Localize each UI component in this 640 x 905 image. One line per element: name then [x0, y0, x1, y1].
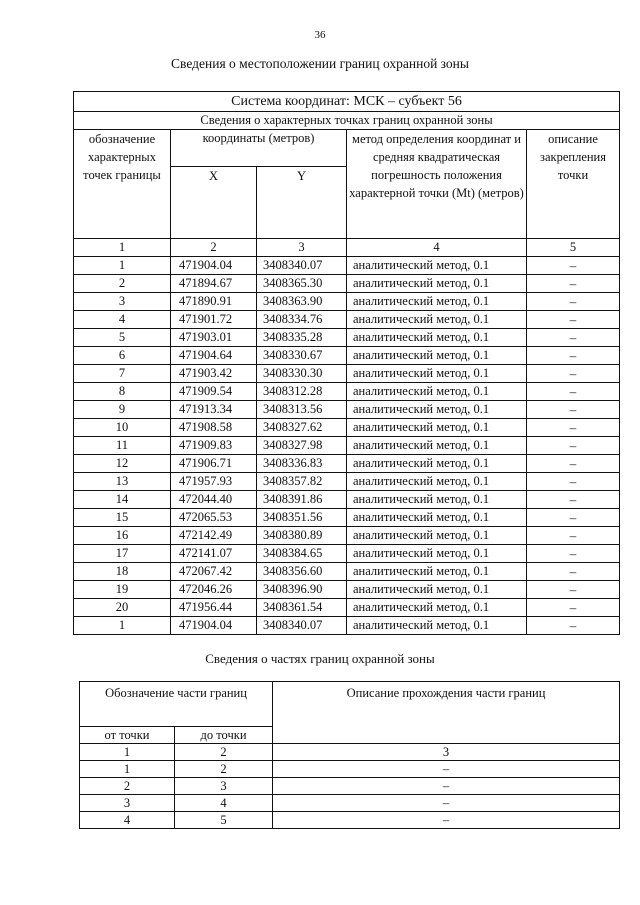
to-point: 3 — [175, 778, 273, 795]
coord-y: 3408340.07 — [257, 257, 347, 275]
point-number: 6 — [74, 347, 171, 365]
fixing: – — [527, 527, 620, 545]
table-row — [74, 347, 620, 365]
table-row — [74, 293, 620, 311]
header-description-cont — [273, 727, 620, 744]
table-row — [80, 778, 620, 795]
fixing: – — [527, 365, 620, 383]
part-description: – — [273, 812, 620, 829]
method: аналитический метод, 0.1 — [347, 545, 527, 563]
to-point: 2 — [175, 761, 273, 778]
coord-x: 471909.54 — [171, 383, 257, 401]
table-row — [74, 437, 620, 455]
table-row — [74, 545, 620, 563]
coord-x: 471956.44 — [171, 599, 257, 617]
fixing: – — [527, 563, 620, 581]
header-coordinates: координаты (метров) — [171, 130, 347, 167]
header-fixing: описание закрепления точки — [527, 130, 620, 239]
table-row — [74, 455, 620, 473]
col-number: 2 — [175, 744, 273, 761]
coord-y: 3408327.62 — [257, 419, 347, 437]
table-row — [74, 275, 620, 293]
characteristic-points-table — [73, 91, 620, 635]
method: аналитический метод, 0.1 — [347, 347, 527, 365]
coord-y: 3408396.90 — [257, 581, 347, 599]
table-row — [80, 812, 620, 829]
coord-x: 471894.67 — [171, 275, 257, 293]
fixing: – — [527, 293, 620, 311]
coord-y: 3408361.54 — [257, 599, 347, 617]
coord-x: 471906.71 — [171, 455, 257, 473]
coord-x: 471913.34 — [171, 401, 257, 419]
fixing: – — [527, 419, 620, 437]
to-point: 4 — [175, 795, 273, 812]
coord-x: 471909.83 — [171, 437, 257, 455]
fixing: – — [527, 455, 620, 473]
point-number: 13 — [74, 473, 171, 491]
part-description: – — [273, 761, 620, 778]
fixing: – — [527, 617, 620, 635]
table-row — [74, 581, 620, 599]
method: аналитический метод, 0.1 — [347, 491, 527, 509]
point-number: 8 — [74, 383, 171, 401]
coord-x: 471904.64 — [171, 347, 257, 365]
coord-x: 471901.72 — [171, 311, 257, 329]
coord-x: 471890.91 — [171, 293, 257, 311]
point-number: 19 — [74, 581, 171, 599]
method: аналитический метод, 0.1 — [347, 599, 527, 617]
table-row — [74, 527, 620, 545]
method: аналитический метод, 0.1 — [347, 437, 527, 455]
fixing: – — [527, 599, 620, 617]
part-description: – — [273, 795, 620, 812]
coord-y: 3408356.60 — [257, 563, 347, 581]
fixing: – — [527, 473, 620, 491]
method: аналитический метод, 0.1 — [347, 329, 527, 347]
coord-x: 472142.49 — [171, 527, 257, 545]
coord-y: 3408330.67 — [257, 347, 347, 365]
table-row — [74, 257, 620, 275]
header-part-description: Описание прохождения части границ — [273, 682, 620, 727]
coord-y: 3408365.30 — [257, 275, 347, 293]
point-number: 2 — [74, 275, 171, 293]
point-number: 20 — [74, 599, 171, 617]
point-number: 4 — [74, 311, 171, 329]
section-title-parts: Сведения о частях границ охранной зоны — [205, 651, 435, 666]
coord-y: 3408327.98 — [257, 437, 347, 455]
coord-y: 3408357.82 — [257, 473, 347, 491]
point-number: 18 — [74, 563, 171, 581]
table-row — [74, 491, 620, 509]
boundary-parts-table — [79, 681, 620, 829]
coord-x: 471904.04 — [171, 257, 257, 275]
page-number: 36 — [314, 29, 326, 41]
point-number: 12 — [74, 455, 171, 473]
header-method: метод определения координат и средняя квадратическая погрешность положения характерной точки (Mt) (метров) — [347, 130, 527, 239]
point-number: 1 — [74, 617, 171, 635]
col-number: 1 — [74, 239, 171, 257]
coord-y: 3408391.86 — [257, 491, 347, 509]
method: аналитический метод, 0.1 — [347, 419, 527, 437]
coord-y: 3408340.07 — [257, 617, 347, 635]
part-description: – — [273, 778, 620, 795]
table-row — [74, 419, 620, 437]
method: аналитический метод, 0.1 — [347, 275, 527, 293]
table-row — [74, 365, 620, 383]
header-y: Y — [257, 167, 347, 239]
point-number: 5 — [74, 329, 171, 347]
method: аналитический метод, 0.1 — [347, 311, 527, 329]
coordinate-system-header: Система координат: МСК – субъект 56 — [74, 92, 620, 112]
fixing: – — [527, 257, 620, 275]
coord-x: 472044.40 — [171, 491, 257, 509]
point-number: 11 — [74, 437, 171, 455]
table-row — [80, 795, 620, 812]
fixing: – — [527, 329, 620, 347]
coord-y: 3408380.89 — [257, 527, 347, 545]
col-number: 3 — [257, 239, 347, 257]
point-number: 10 — [74, 419, 171, 437]
coord-y: 3408336.83 — [257, 455, 347, 473]
method: аналитический метод, 0.1 — [347, 527, 527, 545]
coord-y: 3408351.56 — [257, 509, 347, 527]
table-row — [74, 329, 620, 347]
method: аналитический метод, 0.1 — [347, 563, 527, 581]
table-row — [74, 599, 620, 617]
coord-y: 3408312.28 — [257, 383, 347, 401]
point-number: 16 — [74, 527, 171, 545]
coord-x: 472065.53 — [171, 509, 257, 527]
method: аналитический метод, 0.1 — [347, 509, 527, 527]
table-row — [74, 401, 620, 419]
table-row — [74, 509, 620, 527]
from-point: 2 — [80, 778, 175, 795]
point-number: 7 — [74, 365, 171, 383]
method: аналитический метод, 0.1 — [347, 617, 527, 635]
method: аналитический метод, 0.1 — [347, 473, 527, 491]
coord-x: 472141.07 — [171, 545, 257, 563]
point-number: 15 — [74, 509, 171, 527]
table-row — [74, 617, 620, 635]
fixing: – — [527, 545, 620, 563]
fixing: – — [527, 383, 620, 401]
header-designation: обозначение характерных точек границы — [74, 130, 171, 239]
coord-y: 3408335.28 — [257, 329, 347, 347]
coord-x: 471903.01 — [171, 329, 257, 347]
fixing: – — [527, 401, 620, 419]
fixing: – — [527, 311, 620, 329]
header-part-designation: Обозначение части границ — [80, 682, 273, 727]
coord-x: 471908.58 — [171, 419, 257, 437]
coord-y: 3408334.76 — [257, 311, 347, 329]
col-number: 1 — [80, 744, 175, 761]
method: аналитический метод, 0.1 — [347, 293, 527, 311]
col-number: 5 — [527, 239, 620, 257]
method: аналитический метод, 0.1 — [347, 383, 527, 401]
coord-y: 3408313.56 — [257, 401, 347, 419]
table-row — [74, 311, 620, 329]
fixing: – — [527, 275, 620, 293]
point-number: 3 — [74, 293, 171, 311]
method: аналитический метод, 0.1 — [347, 581, 527, 599]
col-number: 4 — [347, 239, 527, 257]
point-number: 14 — [74, 491, 171, 509]
fixing: – — [527, 437, 620, 455]
method: аналитический метод, 0.1 — [347, 401, 527, 419]
from-point: 1 — [80, 761, 175, 778]
point-number: 17 — [74, 545, 171, 563]
coord-x: 471904.04 — [171, 617, 257, 635]
coord-x: 471957.93 — [171, 473, 257, 491]
col-number: 3 — [273, 744, 620, 761]
header-to-point: до точки — [175, 727, 273, 744]
method: аналитический метод, 0.1 — [347, 365, 527, 383]
coord-y: 3408363.90 — [257, 293, 347, 311]
coord-x: 471903.42 — [171, 365, 257, 383]
table-row — [74, 563, 620, 581]
fixing: – — [527, 347, 620, 365]
points-subtitle: Сведения о характерных точках границ охранной зоны — [74, 112, 620, 130]
from-point: 4 — [80, 812, 175, 829]
table-row — [80, 761, 620, 778]
fixing: – — [527, 581, 620, 599]
col-number: 2 — [171, 239, 257, 257]
table-row — [74, 473, 620, 491]
coord-x: 472046.26 — [171, 581, 257, 599]
point-number: 1 — [74, 257, 171, 275]
coord-y: 3408384.65 — [257, 545, 347, 563]
point-number: 9 — [74, 401, 171, 419]
fixing: – — [527, 491, 620, 509]
header-from-point: от точки — [80, 727, 175, 744]
method: аналитический метод, 0.1 — [347, 455, 527, 473]
coord-x: 472067.42 — [171, 563, 257, 581]
method: аналитический метод, 0.1 — [347, 257, 527, 275]
coord-y: 3408330.30 — [257, 365, 347, 383]
table-row — [74, 383, 620, 401]
to-point: 5 — [175, 812, 273, 829]
section-title-boundaries: Сведения о местоположении границ охранной зоны — [171, 56, 469, 71]
header-x: X — [171, 167, 257, 239]
from-point: 3 — [80, 795, 175, 812]
fixing: – — [527, 509, 620, 527]
